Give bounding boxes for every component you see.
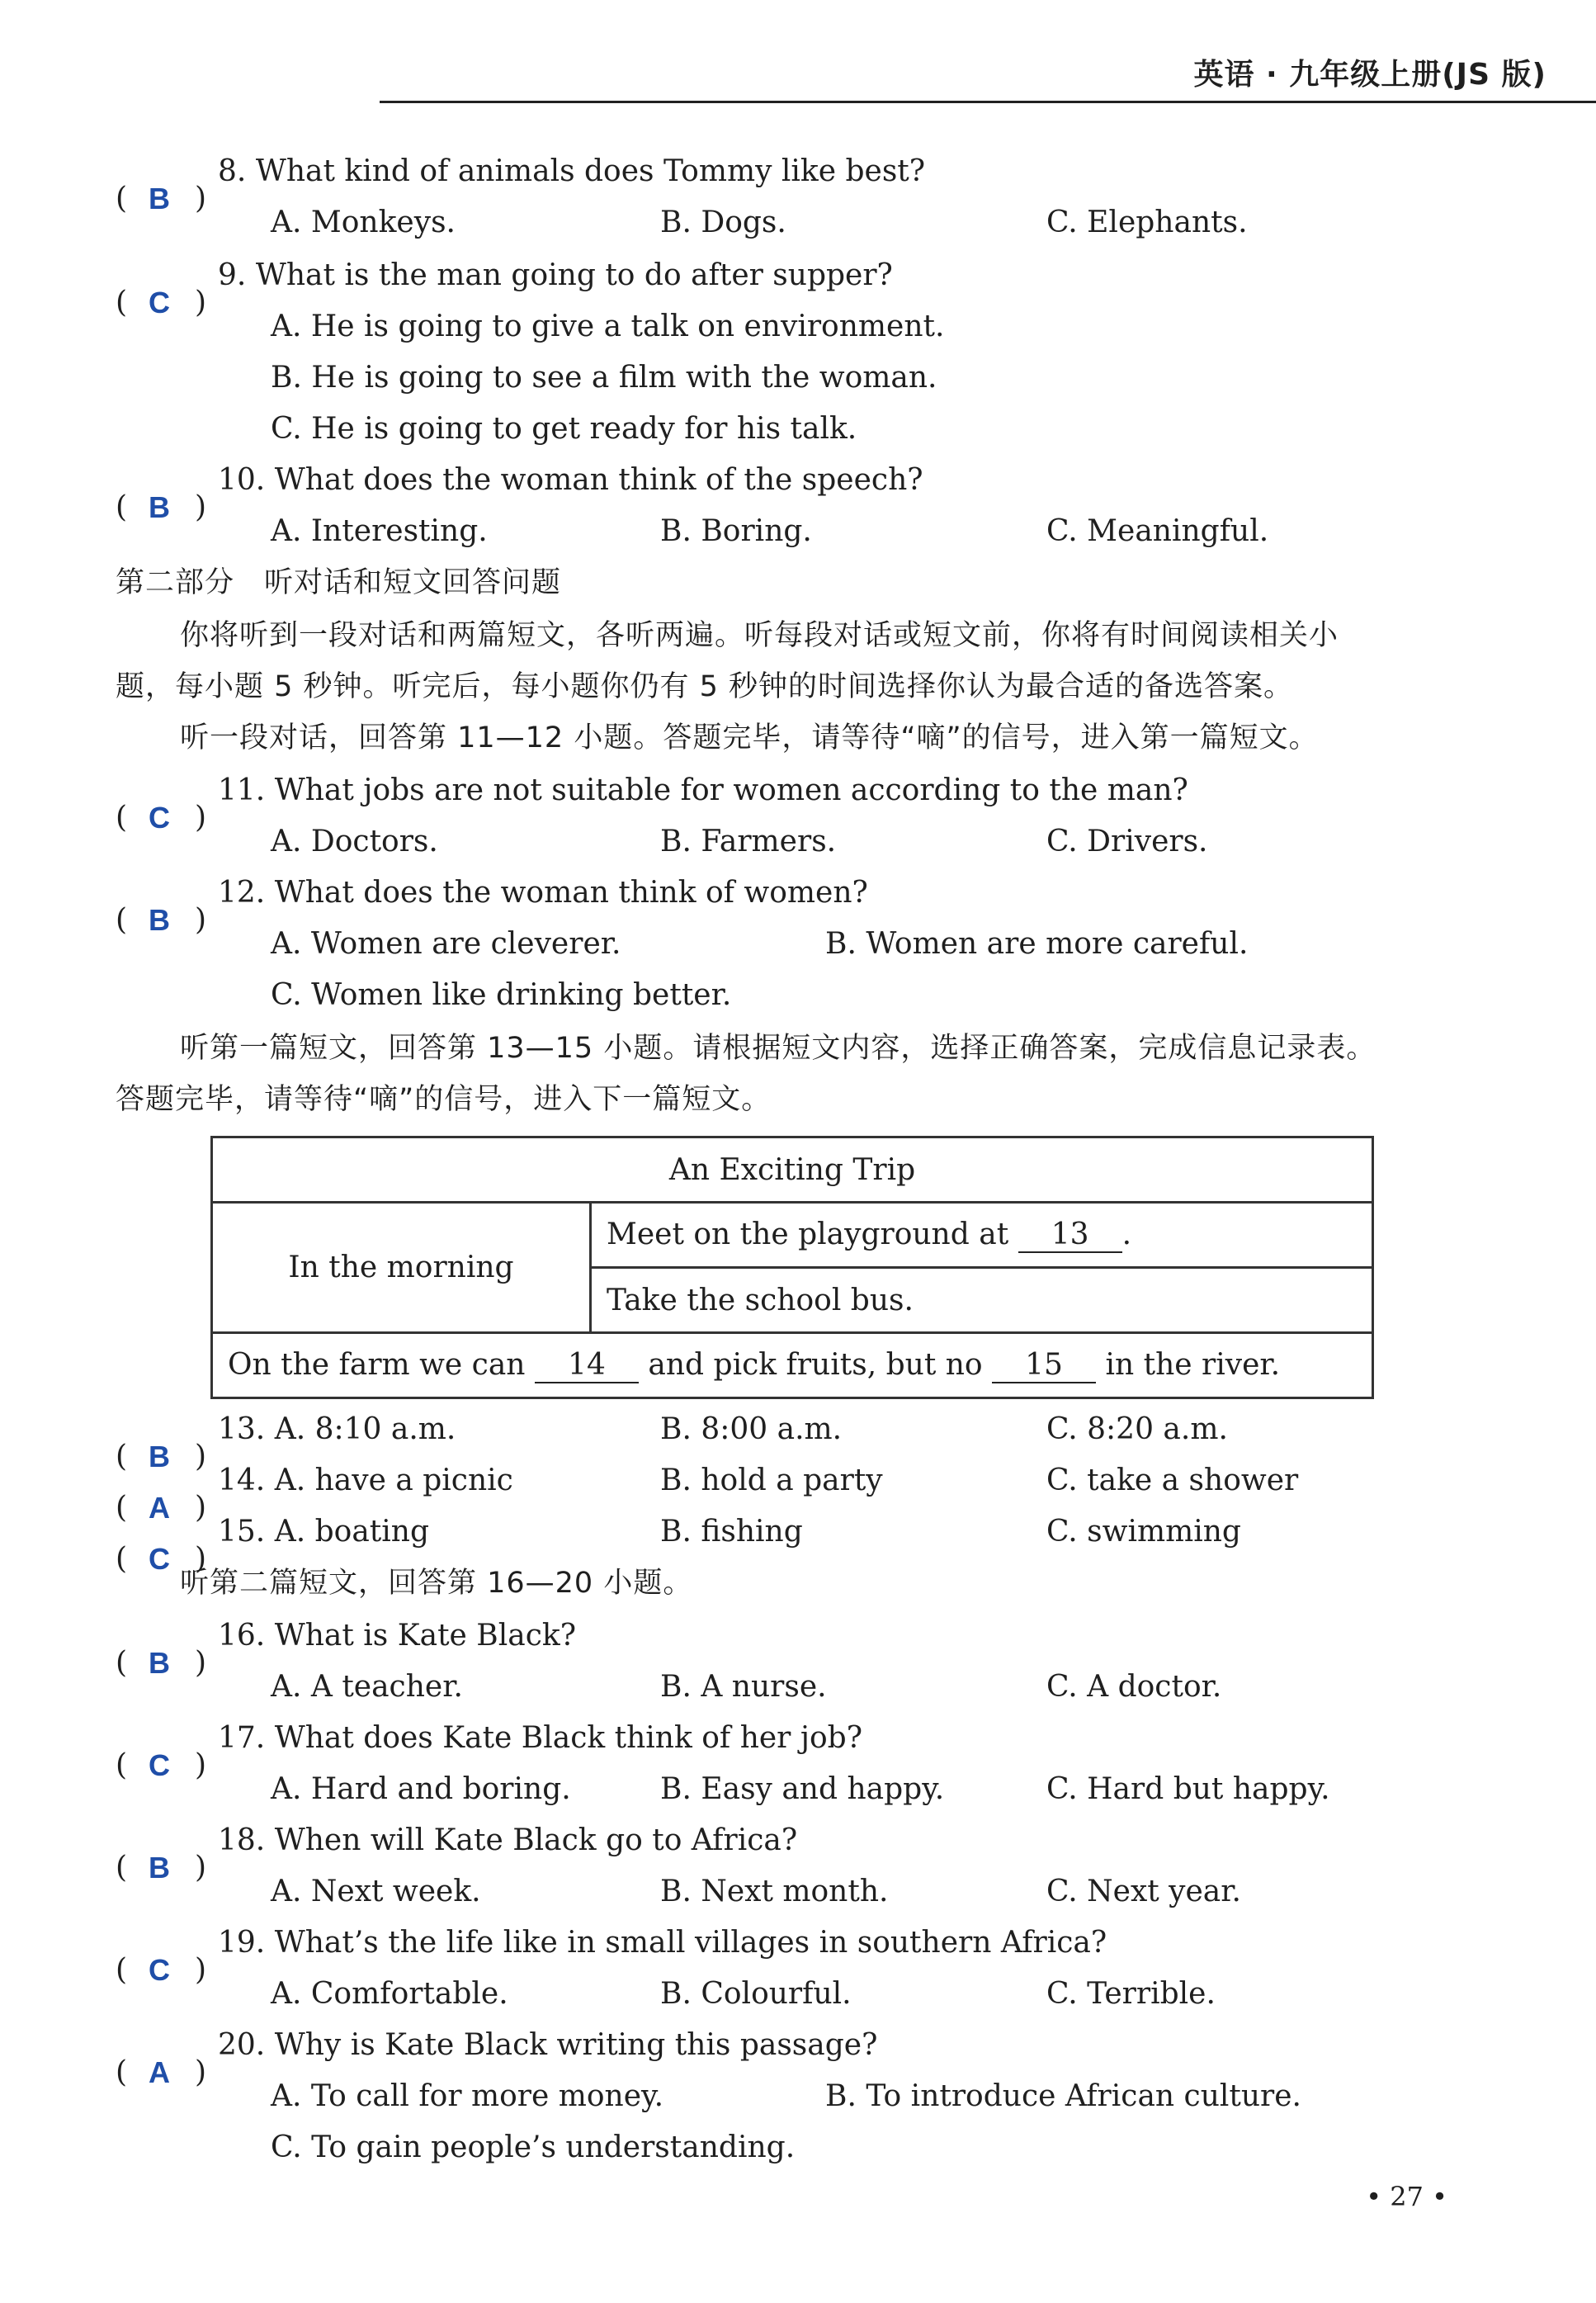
question-8-text: What kind of animals does Tommy like best? xyxy=(255,154,926,188)
table-farm-cell xyxy=(212,1333,1373,1398)
option-12a: A. Women are cleverer. xyxy=(271,927,621,961)
meet-text: Meet on the playground at xyxy=(607,1217,1009,1251)
question-20: ( A ) 20. Why is Kate Black writing this passage? xyxy=(116,2028,878,2089)
option-16c: C. A doctor. xyxy=(1046,1670,1222,1704)
option-20b: B. To introduce African culture. xyxy=(825,2079,1302,2113)
question-12-text: What does the woman think of women? xyxy=(274,876,868,910)
answer-13: B xyxy=(149,1440,170,1473)
page-number: • 27 • xyxy=(1366,2181,1447,2212)
option-15b: B. fishing xyxy=(660,1515,803,1549)
option-10a: A. Interesting. xyxy=(271,514,488,548)
option-11a: A. Doctors. xyxy=(271,825,438,858)
info-table xyxy=(210,1136,1374,1399)
option-13b: B. 8:00 a.m. xyxy=(660,1412,843,1446)
option-16a: A. A teacher. xyxy=(271,1670,463,1704)
option-9b: B. He is going to see a film with the woman. xyxy=(271,361,937,395)
option-19c: C. Terrible. xyxy=(1046,1977,1216,2011)
option-17b: B. Easy and happy. xyxy=(660,1772,945,1806)
answer-15: C xyxy=(149,1542,170,1576)
dialog-instruction: 听一段对话，回答第 11—12 小题。答题完毕，请等待“嘀”的信号，进入第一篇短文。 xyxy=(180,721,1319,754)
option-19b: B. Colourful. xyxy=(660,1977,852,2011)
option-20c: C. To gain people’s understanding. xyxy=(271,2130,796,2164)
farm-pre: On the farm we can xyxy=(228,1347,526,1382)
passage1-instruction-line2: 答题完毕，请等待“嘀”的信号，进入下一篇短文。 xyxy=(116,1083,772,1116)
option-12b: B. Women are more careful. xyxy=(825,927,1249,961)
option-8c: C. Elephants. xyxy=(1046,206,1248,239)
passage2-instruction: 听第二篇短文，回答第 16—20 小题。 xyxy=(180,1567,693,1600)
question-12: ( B ) 12. What does the woman think of women? xyxy=(116,876,868,937)
blank-13: 13 xyxy=(1018,1218,1122,1253)
option-16b: B. A nurse. xyxy=(660,1670,827,1704)
answer-10: B xyxy=(149,490,170,524)
option-9c: C. He is going to get ready for his talk. xyxy=(271,412,857,446)
answer-14: A xyxy=(149,1491,170,1525)
option-10c: C. Meaningful. xyxy=(1046,514,1269,548)
question-13: ( B ) 13. A. 8:10 a.m. xyxy=(116,1412,456,1473)
answer-18: B xyxy=(149,1851,170,1884)
answer-16: B xyxy=(149,1646,170,1680)
option-12c: C. Women like drinking better. xyxy=(271,978,732,1012)
passage1-instruction-line1: 听第一篇短文，回答第 13—15 小题。请根据短文内容，选择正确答案，完成信息记录表。 xyxy=(180,1032,1376,1065)
option-11b: B. Farmers. xyxy=(660,825,837,858)
section-heading: 第二部分 听对话和短文回答问题 xyxy=(116,566,562,599)
table-meet-cell: Meet on the playground at 13 . xyxy=(591,1203,1373,1268)
header-rule xyxy=(380,101,1596,103)
question-17: ( C ) 17. What does Kate Black think of her job? xyxy=(116,1721,863,1782)
option-10b: B. Boring. xyxy=(660,514,812,548)
answer-19: C xyxy=(149,1953,170,1987)
option-14c: C. take a shower xyxy=(1046,1464,1299,1497)
blank-14: 14 xyxy=(535,1348,639,1383)
question-16-text: What is Kate Black? xyxy=(274,1619,576,1653)
question-11-text: What jobs are not suitable for women according to the man? xyxy=(274,773,1188,807)
answer-12: B xyxy=(149,903,170,937)
question-8: ( B ) 8. What kind of animals does Tommy like best? xyxy=(116,154,926,215)
question-18-text: When will Kate Black go to Africa? xyxy=(274,1823,798,1857)
question-14: ( A ) 14. A. have a picnic xyxy=(116,1464,513,1525)
book-title: 英语 · 九年级上册(JS 版) xyxy=(1193,58,1546,92)
answer-11: C xyxy=(149,801,170,835)
question-10-text: What does the woman think of the speech? xyxy=(274,463,923,497)
question-19-text: What’s the life like in small villages in southern Africa? xyxy=(274,1926,1107,1960)
question-19: ( C ) 19. What’s the life like in small villages in southern Africa? xyxy=(116,1926,1107,1987)
section-intro-line1: 你将听到一段对话和两篇短文，各听两遍。听每段对话或短文前，你将有时间阅读相关小 xyxy=(180,619,1339,652)
option-20a: A. To call for more money. xyxy=(271,2079,664,2113)
question-17-text: What does Kate Black think of her job? xyxy=(274,1721,863,1755)
table-morning-label: In the morning xyxy=(212,1203,591,1333)
option-15a: A. boating xyxy=(274,1515,429,1549)
option-14b: B. hold a party xyxy=(660,1464,883,1497)
section-intro-line2: 题，每小题 5 秒钟。听完后，每小题你仍有 5 秒钟的时间选择你认为最合适的备选答案。 xyxy=(116,670,1294,703)
farm-post: in the river. xyxy=(1105,1347,1281,1382)
option-11c: C. Drivers. xyxy=(1046,825,1208,858)
table-bus-cell: Take the school bus. xyxy=(591,1268,1373,1333)
blank-15: 15 xyxy=(992,1348,1096,1383)
option-18c: C. Next year. xyxy=(1046,1875,1241,1908)
answer-8: B xyxy=(149,182,170,215)
option-13a: A. 8:10 a.m. xyxy=(274,1412,456,1446)
answer-9: C xyxy=(149,286,170,319)
question-18: ( B ) 18. When will Kate Black go to Africa? xyxy=(116,1823,798,1884)
option-9a: A. He is going to give a talk on environment. xyxy=(271,310,945,343)
question-15: ( C ) 15. A. boating xyxy=(116,1515,429,1576)
question-20-text: Why is Kate Black writing this passage? xyxy=(274,2028,878,2062)
option-19a: A. Comfortable. xyxy=(271,1977,508,2011)
answer-20: A xyxy=(149,2055,170,2089)
option-17c: C. Hard but happy. xyxy=(1046,1772,1330,1806)
option-15c: C. swimming xyxy=(1046,1515,1241,1549)
option-8b: B. Dogs. xyxy=(660,206,786,239)
question-16: ( B ) 16. What is Kate Black? xyxy=(116,1619,576,1680)
option-13c: C. 8:20 a.m. xyxy=(1046,1412,1228,1446)
option-18a: A. Next week. xyxy=(271,1875,481,1908)
option-8a: A. Monkeys. xyxy=(271,206,456,239)
question-10: ( B ) 10. What does the woman think of the speech? xyxy=(116,463,923,524)
question-9: ( C ) 9. What is the man going to do after supper? xyxy=(116,258,893,319)
question-11: ( C ) 11. What jobs are not suitable for women according to the man? xyxy=(116,773,1188,835)
answer-17: C xyxy=(149,1748,170,1782)
farm-mid: and pick fruits, but no xyxy=(648,1347,983,1382)
table-title: An Exciting Trip xyxy=(212,1137,1373,1203)
option-18b: B. Next month. xyxy=(660,1875,889,1908)
option-14a: A. have a picnic xyxy=(274,1464,513,1497)
question-9-text: What is the man going to do after supper? xyxy=(255,258,893,292)
option-17a: A. Hard and boring. xyxy=(271,1772,571,1806)
